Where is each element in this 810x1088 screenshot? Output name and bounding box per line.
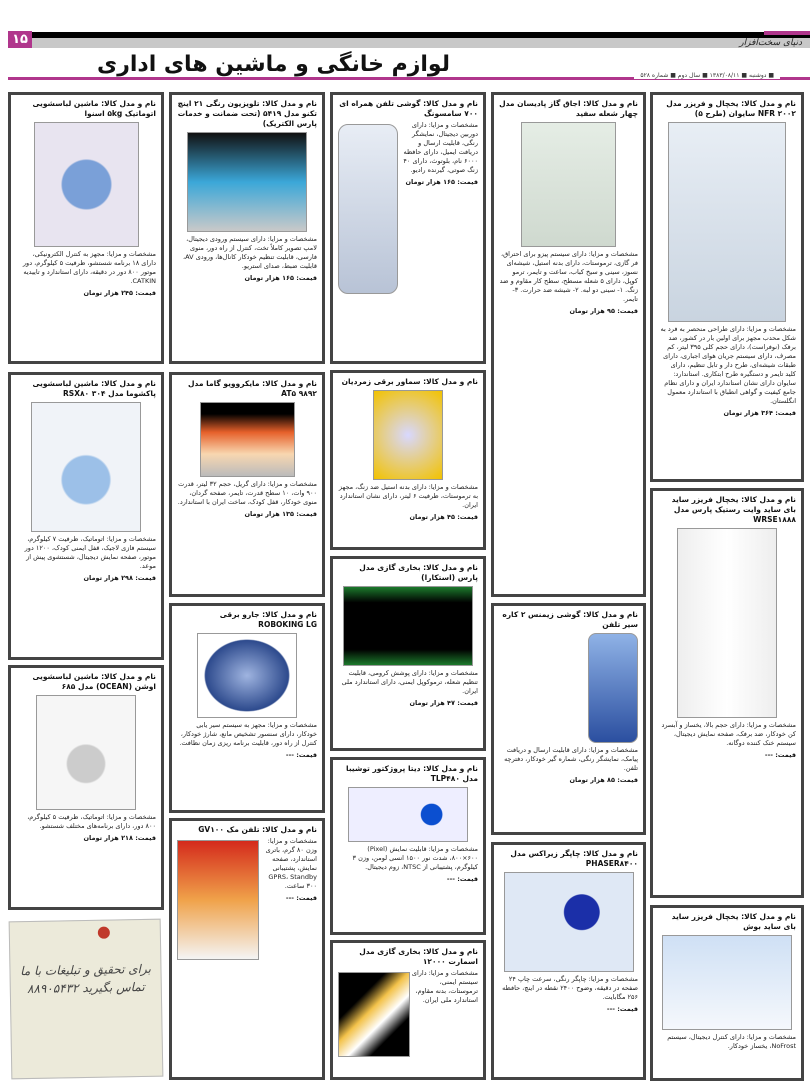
section-label: دنیای سخت‌افزار — [739, 38, 802, 48]
sticky-note-ad — [9, 919, 164, 1080]
product-card-printer — [491, 842, 646, 1080]
product-card-heater-pars — [330, 556, 486, 751]
product-description: مشخصات و مزایا: چاپگر رنگی، سرعت چاپ ۲۴ صفحه در دقیقه، وضوح ۲۴۰۰ نقطه در اینچ، حافظه ۲۵۶ مگابایت. — [502, 975, 638, 1001]
product-description: مشخصات و مزایا: اتوماتیک، ظرفیت ۷ کیلوگرم، سیستم فازی لاجیک، قفل ایمنی کودک، ۱۲۰۰ دور موتور، صفحه نمایش دیجیتال، شستشوی پیش از موعد. — [24, 535, 156, 570]
note-text: برای تحقیق و تبلیغات با ما تماس بگیرید ۸۸۹۰۵۴۳۲ — [20, 961, 151, 997]
product-title: نام و مدل کالا: دیتا پروژکتور توشیبا مدل TLP۴۸۰ — [346, 764, 478, 783]
product-description: مشخصات و مزایا: دارای سیستم ورودی دیجیتال، لامپ تصویر کاملاً تخت، کنترل از راه دور، منوی فارسی، قابلیت تنظیم خودکار کانال‌ها، ورودی AV، قابلیت ضبط، صدای استریو. — [183, 235, 317, 270]
product-price: قیمت: ۱۳۵ هزار تومان — [244, 510, 317, 518]
product-image — [588, 633, 638, 743]
product-image — [662, 935, 792, 1030]
product-card-phone-samsung — [330, 92, 486, 364]
product-price: قیمت: ۹۵ هزار تومان — [569, 307, 638, 315]
product-price: قیمت: ۴۷ هزار تومان — [409, 699, 478, 707]
product-title: نام و مدل کالا: سماور برقی زمردیان — [341, 377, 478, 386]
product-card-tv — [169, 92, 325, 364]
product-title: نام و مدل کالا: یخچال فریزر ساید بای ساید وایت رستیک پارس مدل WRSE۱۸۸۸ — [671, 495, 796, 524]
product-image — [197, 633, 297, 718]
product-title: نام و مدل کالا: یخچال و فریزر مدل NFR ۲۰۰۲ سایوان (طرح ۵) — [666, 99, 796, 118]
gray-band — [8, 38, 810, 48]
product-card-fridge-side — [650, 488, 804, 898]
product-card-fridge-4door — [650, 905, 804, 1081]
product-description: مشخصات و مزایا: دارای پوشش کرومی، قابلیت تنظیم شعله، ترموکوپل ایمنی، دارای استاندارد ملی ایران. — [341, 669, 478, 695]
product-image — [338, 972, 410, 1057]
product-image — [34, 122, 139, 247]
product-card-washer-snowa — [8, 92, 164, 364]
product-description: مشخصات و مزایا: وزن ۸۰ گرم، باتری استاندارد، صفحه نمایش، پشتیبانی GPRS، Standby ۳۰۰ ساعت. — [265, 837, 317, 890]
product-card-samovar — [330, 370, 486, 550]
product-title: نام و مدل کالا: اجاق گاز پادیسان مدل چهار شعله سفید — [499, 99, 638, 118]
product-price: قیمت: ۱۶۵ هزار تومان — [405, 178, 478, 186]
product-price: قیمت: --- — [285, 894, 317, 902]
product-card-stove — [491, 92, 646, 597]
product-image — [31, 402, 141, 532]
product-image — [338, 124, 398, 294]
product-card-washer-ocean — [8, 665, 164, 910]
accent-bar — [764, 31, 810, 35]
product-title: نام و مدل کالا: یخچال فریزر ساید بای ساید بوش — [671, 912, 796, 931]
product-card-fridge-nfr — [650, 92, 804, 482]
dateline: ■ دوشنبه ■ ۱۳۸۳/۰۸/۱۱ ■ سال دوم ■ شماره ۵۲۸ — [634, 72, 780, 79]
product-price: قیمت: --- — [446, 875, 478, 883]
product-image — [521, 122, 616, 247]
product-title: نام و مدل کالا: ماشین لباسشویی اوشن (OCEAN) مدل ۶۸۵ — [32, 672, 156, 691]
product-title: نام و مدل کالا: بخاری گازی مدل پارس (استکارا) — [359, 563, 478, 582]
product-card-vacuum-robot — [169, 603, 325, 813]
product-card-washer-pakshoma — [8, 372, 164, 660]
product-card-heater-water — [330, 940, 486, 1080]
product-description: مشخصات و مزایا: مجهز به کنترل الکترونیکی، دارای ۱۸ برنامه شستشو، ظرفیت ۵ کیلوگرم، دور موتور ۸۰۰ دور در دقیقه، دارای استاندارد و تاییدیه CATKIN. — [22, 250, 156, 285]
product-description: مشخصات و مزایا: دارای حجم بالا، یخساز و آبسرد کن خودکار، ضد برفک، صفحه نمایش دیجیتال، سیستم خنک کننده دوگانه. — [661, 721, 796, 747]
product-price: قیمت: ۳۶۴ هزار تومان — [723, 409, 796, 417]
product-image — [348, 787, 468, 842]
product-description: مشخصات و مزایا: قابلیت نمایش (Pixel) ۸۰۰×۶۰۰، شدت نور ۱۵۰۰ انسی لومن، وزن ۳ کیلوگرم، پشتیبانی از NTSC، زوم دیجیتال. — [352, 845, 478, 871]
product-title: نام و مدل کالا: چاپگر زیراکس مدل PHASER۸۴۰۰ — [510, 849, 638, 868]
product-price: قیمت: ۴۵ هزار تومان — [409, 513, 478, 521]
product-description: مشخصات و مزایا: اتوماتیک، ظرفیت ۵ کیلوگرم، ۸۰۰ دور، دارای برنامه‌های مختلف شستشو. — [27, 813, 156, 830]
product-title: نام و مدل کالا: ماشین لباسشویی اتوماتیک ۵kg اسنوا — [32, 99, 156, 118]
product-image — [200, 402, 295, 477]
pin-icon — [98, 927, 110, 939]
product-title: نام و مدل کالا: ماشین لباسشویی پاکشوما مدل ۳۰۴ RSX۸۰ — [32, 379, 156, 398]
product-description: مشخصات و مزایا: دارای دوربین دیجیتال، نمایشگر رنگی، قابلیت ارسال و دریافت ایمیل، دارای حافظه ۶۰۰۰ نام، بلوتوث، دارای ۴۰ زنگ صوتی، گیرنده رادیو. — [403, 121, 478, 174]
product-description: مشخصات و مزایا: دارای کنترل دیجیتال، سیستم NoFrost، یخساز خودکار. — [667, 1033, 796, 1050]
product-card-microwave — [169, 372, 325, 597]
product-description: مشخصات و مزایا: دارای قابلیت ارسال و دریافت پیامک، نمایشگر رنگی، شماره گیر خودکار، دفترچه تلفن. — [504, 746, 638, 772]
product-price: قیمت: ۲۹۸ هزار تومان — [83, 574, 156, 582]
product-price: قیمت: ۲۴۵ هزار تومان — [83, 289, 156, 297]
product-image — [677, 528, 777, 718]
product-description: مشخصات و مزایا: دارای بدنه استیل ضد زنگ، مجهز به ترموستات، ظرفیت ۶ لیتر، دارای نشان استاندارد ایران. — [338, 483, 478, 509]
product-image — [504, 872, 634, 972]
product-price: قیمت: --- — [285, 751, 317, 759]
product-image — [373, 390, 443, 480]
product-image — [187, 132, 307, 232]
product-price: قیمت: --- — [764, 751, 796, 759]
product-price: قیمت: --- — [606, 1005, 638, 1013]
product-description: مشخصات و مزایا: دارای طراحی منحصر به فرد به شکل محدب مجهز برای اولین بار در کشور، ضد برفک (نوفراست)، دارای حجم کلی ۳۹۵ لیتر، کم مصرف، دارای سیستم جریان هوای اجباری، دارای طبقات شیشه‌ای، طرح دار و تابل تنظیم، دارای کلید تایمر و دستگیره طرح ابتکاری. استاندارد: سایوان دارای نشان استاندارد ایران و دارای نظام جامع کیفیت و گواهی انطباق با استاندارد معمول انگلستان. — [660, 325, 796, 405]
product-title: نام و مدل کالا: تلویزیون رنگی ۲۱ اینچ تکنو مدل ۵۴۱۹ (تحت ضمانت و خدمات پارس الکتریک) — [177, 99, 317, 128]
product-image — [177, 840, 259, 960]
product-image — [343, 586, 473, 666]
product-image — [36, 695, 136, 810]
product-card-phone-siemens — [491, 603, 646, 835]
product-title: نام و مدل کالا: تلفن مک GV۱۰۰ — [198, 825, 317, 834]
product-description: مشخصات و مزایا: دارای گریل، حجم ۳۲ لیتر، قدرت ۹۰۰ وات، ۱۰ سطح قدرت، تایمر، صفحه گردان، منوی خودکار، قفل کودک، ساخت ایران با استاندارد. — [177, 480, 317, 506]
product-price: قیمت: ۲۱۸ هزار تومان — [83, 834, 156, 842]
product-title: نام و مدل کالا: گوشی تلفن همراه ای ۷۰۰ سامسونگ — [339, 99, 478, 118]
product-image — [668, 122, 786, 322]
product-title: نام و مدل کالا: مایکروویو گاما مدل ۹۸۹۲ AT۵ — [188, 379, 317, 398]
page-title: لوازم خانگی و ماشین های اداری — [97, 52, 450, 77]
product-title: نام و مدل کالا: گوشی زیمنس ۲ کاره سیر تلفن — [502, 610, 638, 629]
product-description: مشخصات و مزایا: دارای سیستم ایمنی، ترموستات، بدنه مقاوم، استاندارد ملی ایران. — [411, 969, 478, 1004]
product-card-projector — [330, 757, 486, 935]
product-card-phone-gv — [169, 818, 325, 1080]
product-title: نام و مدل کالا: جارو برقی ROBOKING LG — [219, 610, 317, 629]
product-price: قیمت: ۸۵ هزار تومان — [569, 776, 638, 784]
product-title: نام و مدل کالا: بخاری گازی مدل اسمارت ۱۲۰۰۰ — [359, 947, 478, 966]
product-description: مشخصات و مزایا: مجهز به سیستم سیر یابی خودکار، دارای سنسور تشخیص مانع، شارژ خودکار، کنترل از راه دور، قابلیت برنامه ریزی زمان نظافت. — [179, 721, 317, 747]
product-price: قیمت: ۱۶۵ هزار تومان — [244, 274, 317, 282]
page-number: ۱۵ — [8, 31, 32, 48]
product-description: مشخصات و مزایا: دارای سیستم پیزو برای احتراق، فر گازی، ترموستات، دارای بدنه استیل، شیشه‌ای نسوز، سینی و سیخ کباب، ساعت و تایمر، ترمو کوپل، دارای ۵ شعله مسطح، سطح کار مقاوم و ضد زنگ. ۱- سینی دو لبه. ۲- شیشه ضد حرارت. ۳- تایمر. — [499, 250, 638, 303]
